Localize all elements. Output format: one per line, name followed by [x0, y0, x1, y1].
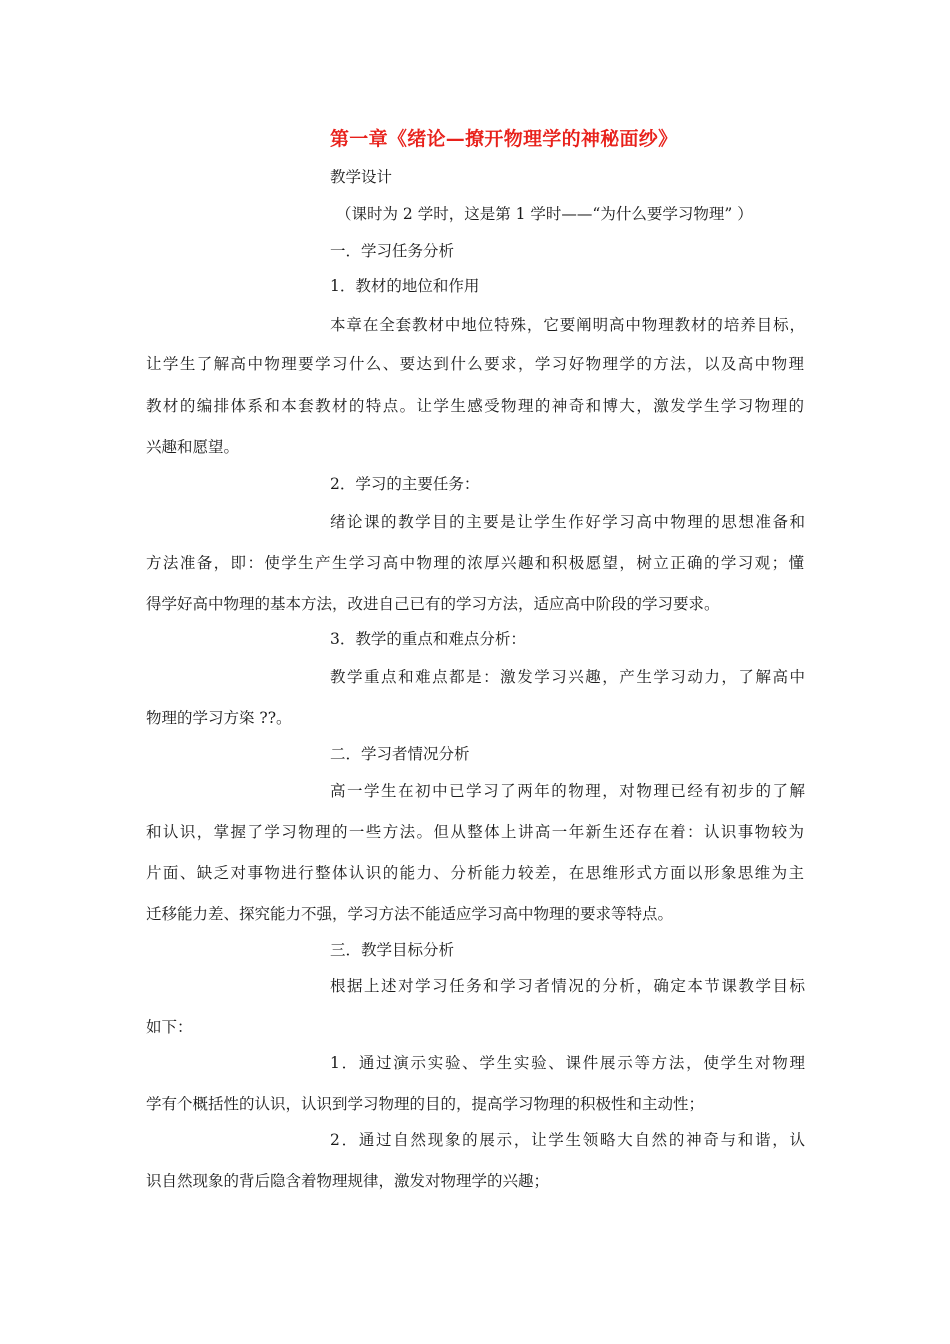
paragraph-line: 片面、缺乏对事物进行整体认识的能力、分析能力较差，在思维形式方面以形象思维为主: [146, 864, 804, 882]
paragraph-line: 和认识，掌握了学习物理的一些方法。但从整体上讲高一年新生还存在着：认识事物较为: [146, 823, 804, 841]
subsection-heading: 1．教材的地位和作用: [330, 277, 480, 295]
section-heading-2: 二．学习者情况分析: [330, 745, 470, 763]
objective-line: 2．通过自然现象的展示，让学生领略大自然的神奇与和谐，认: [330, 1131, 805, 1149]
document-title: 第一章《绪论—撩开物理学的神秘面纱》: [330, 128, 678, 150]
section-heading-1: 一．学习任务分析: [330, 242, 455, 260]
objective-line: 1．通过演示实验、学生实验、课件展示等方法，使学生对物理: [330, 1054, 805, 1072]
paragraph-line: 迁移能力差、探究能力不强，学习方法不能适应学习高中物理的要求等特点。: [146, 905, 674, 923]
paragraph-line: 得学好高中物理的基本方法，改进自己已有的学习方法，适应高中阶段的学习要求。: [146, 595, 720, 613]
objective-line: 学有个概括性的认识，认识到学习物理的目的，提高学习物理的积极性和主动性；: [146, 1095, 705, 1113]
paragraph-line: 教材的编排体系和本套教材的特点。让学生感受物理的神奇和博大，激发学生学习物理的: [146, 397, 804, 415]
paragraph-line: 如下：: [146, 1018, 193, 1036]
paragraph-line: 本章在全套教材中地位特殊，它要阐明高中物理教材的培养目标，: [330, 316, 805, 334]
paragraph-line: 让学生了解高中物理要学习什么、要达到什么要求，学习好物理学的方法，以及高中物理: [146, 355, 804, 373]
paragraph-line: 物理的学习方栥 ??。: [146, 709, 292, 727]
paragraph-line: 兴趣和愿望。: [146, 438, 240, 456]
lesson-note: （课时为 2 学时，这是第 1 学时——“为什么要学习物理” ）: [336, 205, 753, 223]
paragraph-line: 绪论课的教学目的主要是让学生作好学习高中物理的思想准备和: [330, 513, 805, 531]
paragraph-line: 方法准备，即：使学生产生学习高中物理的浓厚兴趣和积极愿望，树立正确的学习观；懂: [146, 554, 804, 572]
paragraph-line: 高一学生在初中已学习了两年的物理，对物理已经有初步的了解: [330, 782, 805, 800]
document-subtitle: 教学设计: [330, 168, 393, 186]
paragraph-line: 教学重点和难点都是：激发学习兴趣，产生学习动力，了解高中: [330, 668, 805, 686]
subsection-heading: 3．教学的重点和难点分析：: [330, 630, 526, 648]
section-heading-3: 三．教学目标分析: [330, 941, 455, 959]
objective-line: 识自然现象的背后隐含着物理规律，激发对物理学的兴趣；: [146, 1172, 550, 1190]
paragraph-line: 根据上述对学习任务和学习者情况的分析，确定本节课教学目标: [330, 977, 805, 995]
subsection-heading: 2．学习的主要任务：: [330, 475, 480, 493]
